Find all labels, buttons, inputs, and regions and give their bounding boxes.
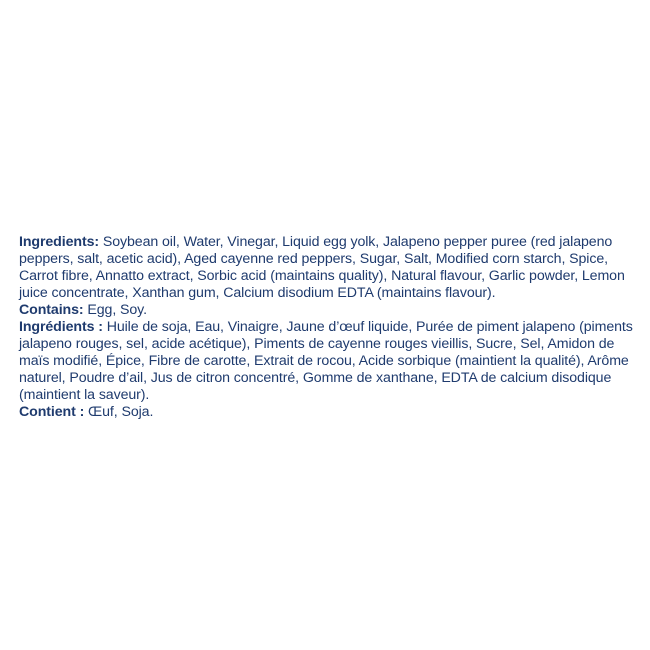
ingredients-en-text: Soybean oil, Water, Vinegar, Liquid egg yolk, Jalapeno pepper puree (red jalapeno peppers, salt, acetic acid), Aged cayenne red peppers, Sugar, Salt, Modified corn starch, Spice, Carrot fibre, Annatto extract, Sorbic acid (maintains quality), Natural flavour, Garlic powder, Lemon juice concentrate, Xanthan gum, Calcium disodium EDTA (maintains flavour). — [19, 234, 625, 301]
contains-en — [19, 302, 641, 319]
contains-en-text: Egg, Soy. — [87, 302, 147, 318]
ingredient-label — [19, 234, 641, 421]
ingredients-en-heading: Ingredients: — [19, 234, 99, 250]
contains-fr-text: Œuf, Soja. — [88, 404, 154, 420]
contains-fr-heading: Contient : — [19, 404, 85, 420]
ingredients-fr — [19, 319, 641, 404]
contains-fr — [19, 404, 641, 421]
ingredients-fr-heading: Ingrédients : — [19, 319, 103, 335]
ingredients-en — [19, 234, 641, 302]
ingredients-fr-text: Huile de soja, Eau, Vinaigre, Jaune d’œuf liquide, Purée de piment jalapeno (piments jalapeno rouges, sel, acide acétique), Piments de cayenne rouges vieillis, Sucre, Sel, Amidon de maïs modifié, Épice, Fibre de carotte, Extrait de rocou, Acide sorbique (maintient la qualité), Arôme naturel, Poudre d’ail, Jus de citron concentré, Gomme de xanthane, EDTA de calcium disodique (maintient la saveur). — [19, 319, 633, 403]
contains-en-heading: Contains: — [19, 302, 84, 318]
